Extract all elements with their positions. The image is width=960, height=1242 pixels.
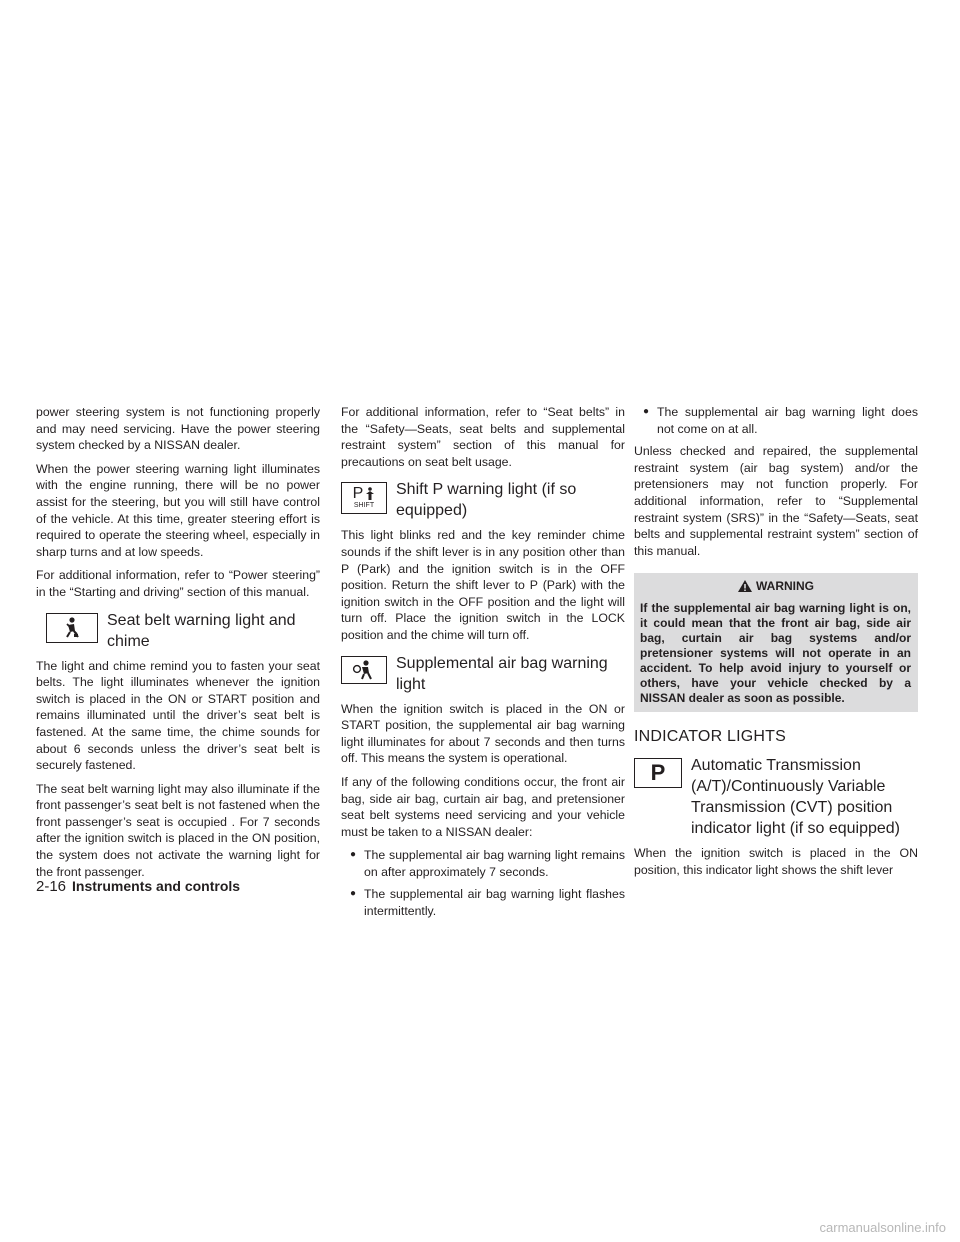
paragraph: For additional information, refer to “Power steering” in the “Starting and driving” section of this manual. xyxy=(36,568,320,599)
airbag-section-heading xyxy=(341,653,625,695)
section-name: Instruments and controls xyxy=(72,878,241,894)
paragraph: When the ignition switch is placed in the ON position, this indicator light shows the shift lever xyxy=(634,846,918,877)
shift-p-icon xyxy=(341,482,387,514)
warning-label: WARNING xyxy=(756,579,814,594)
list-item xyxy=(634,404,918,437)
indicator-lights-heading: INDICATOR LIGHTS xyxy=(634,728,786,746)
section-title: Seat belt warning light and chime xyxy=(107,611,296,650)
p-indicator-letter: P xyxy=(650,760,666,786)
warning-header xyxy=(640,579,911,593)
list-item-text: The supplemental air bag warning light remains on after approximately 7 seconds. xyxy=(364,848,625,879)
warning-text: If the supplemental air bag warning light is on, it could mean that the front air bag, side air bag, curtain air bag systems and/or pretensioner systems will not operate in an accident. To help avoid injury to yourself or others, have your vehicle checked by a NISSAN dealer as soon as possible. xyxy=(640,601,911,706)
list-item xyxy=(341,847,625,880)
list-item xyxy=(341,886,625,919)
list-item-text: The supplemental air bag warning light flashes intermittently. xyxy=(364,887,625,919)
section-title: Shift P warning light (if so equipped) xyxy=(396,481,577,520)
warning-triangle-icon xyxy=(737,579,753,593)
bullet-glyph: ● xyxy=(643,406,650,417)
column-2 xyxy=(341,404,625,926)
paragraph: When the ignition switch is placed in the ON or START position, the supplemental air bag warning light illuminates for about 7 seconds and then turns off. This means the system is operational. xyxy=(341,701,625,766)
paragraph: The seat belt warning light may also illuminate if the front passenger’s seat belt is not fastened when the front passenger’s seat is occupied . For 7 seconds after the ignition switch is placed in the ON position, the system does not activate the warning light for the front passenger. xyxy=(36,781,320,879)
column-1 xyxy=(36,404,320,887)
warning-box xyxy=(634,573,918,712)
at-cvt-section-heading xyxy=(634,755,918,839)
seat-belt-icon xyxy=(46,613,98,643)
shift-p-icon-label: SHIFT xyxy=(353,502,375,510)
shift-p-section-heading xyxy=(341,479,625,521)
section-title: Supplemental air bag warning light xyxy=(396,654,608,693)
shift-p-icon-letter: P xyxy=(352,485,364,503)
paragraph: For additional information, refer to “Seat belts” in the “Safety—Seats, seat belts and supplemental restraint system” section of this manual for precautions on seat belt usage. xyxy=(341,405,625,469)
bullet-glyph: ● xyxy=(350,888,357,900)
section-title: Automatic Transmission (A/T)/Continuously Variable Transmission (CVT) position indicator light (if so equipped) xyxy=(691,757,901,838)
paragraph: Unless checked and repaired, the supplemental restraint system (air bag system) and/or the pretensioners may not function properly. For additional information, refer to “Supplemental restraint system (SRS)” in the “Safety—Seats, seat belts and supplemental restraint system” section of this manual. xyxy=(634,444,918,558)
p-indicator-icon xyxy=(634,758,682,788)
seatbelt-section-heading xyxy=(36,610,320,652)
column-3 xyxy=(634,404,918,886)
page-footer xyxy=(36,878,240,895)
paragraph: If any of the following conditions occur, the front air bag, side air bag, curtain air bag, and pretensioner seat belt systems need servicing and your vehicle must be taken to a NISSAN dealer: xyxy=(341,774,625,839)
page-number: 2-16 xyxy=(36,878,67,895)
bullet-list xyxy=(634,404,918,437)
paragraph: When the power steering warning light illuminates with the engine running, there will be no power assist for the steering, but you will still have control of the vehicle. At this time, greater steering effort is required to operate the steering wheel, especially in sharp turns and at low speeds. xyxy=(36,461,320,559)
list-item-text: The supplemental air bag warning light does not come on at all. xyxy=(657,405,918,436)
airbag-icon xyxy=(341,656,387,684)
watermark: carmanualsonline.info xyxy=(819,1220,946,1235)
paragraph: power steering system is not functioning properly and may need servicing. Have the power steering system checked by a NISSAN dealer. xyxy=(36,405,320,453)
bullet-glyph: ● xyxy=(350,849,357,861)
bullet-list xyxy=(341,847,625,919)
paragraph: This light blinks red and the key reminder chime sounds if the shift lever is in any position other than P (Park) and the ignition switch is in the OFF position. Return the shift lever to P (Park) with the ignition switch in the OFF position and the light will turn off. Place the ignition switch in the LOCK position and the chime will turn off. xyxy=(341,528,625,642)
paragraph: The light and chime remind you to fasten your seat belts. The light illuminates whenever the ignition switch is placed in the ON or START position and remains illuminated until the driver’s seat belt is fastened. At the same time, the chime sounds for about 6 seconds unless the driver’s seat belt is securely fastened. xyxy=(36,658,320,773)
